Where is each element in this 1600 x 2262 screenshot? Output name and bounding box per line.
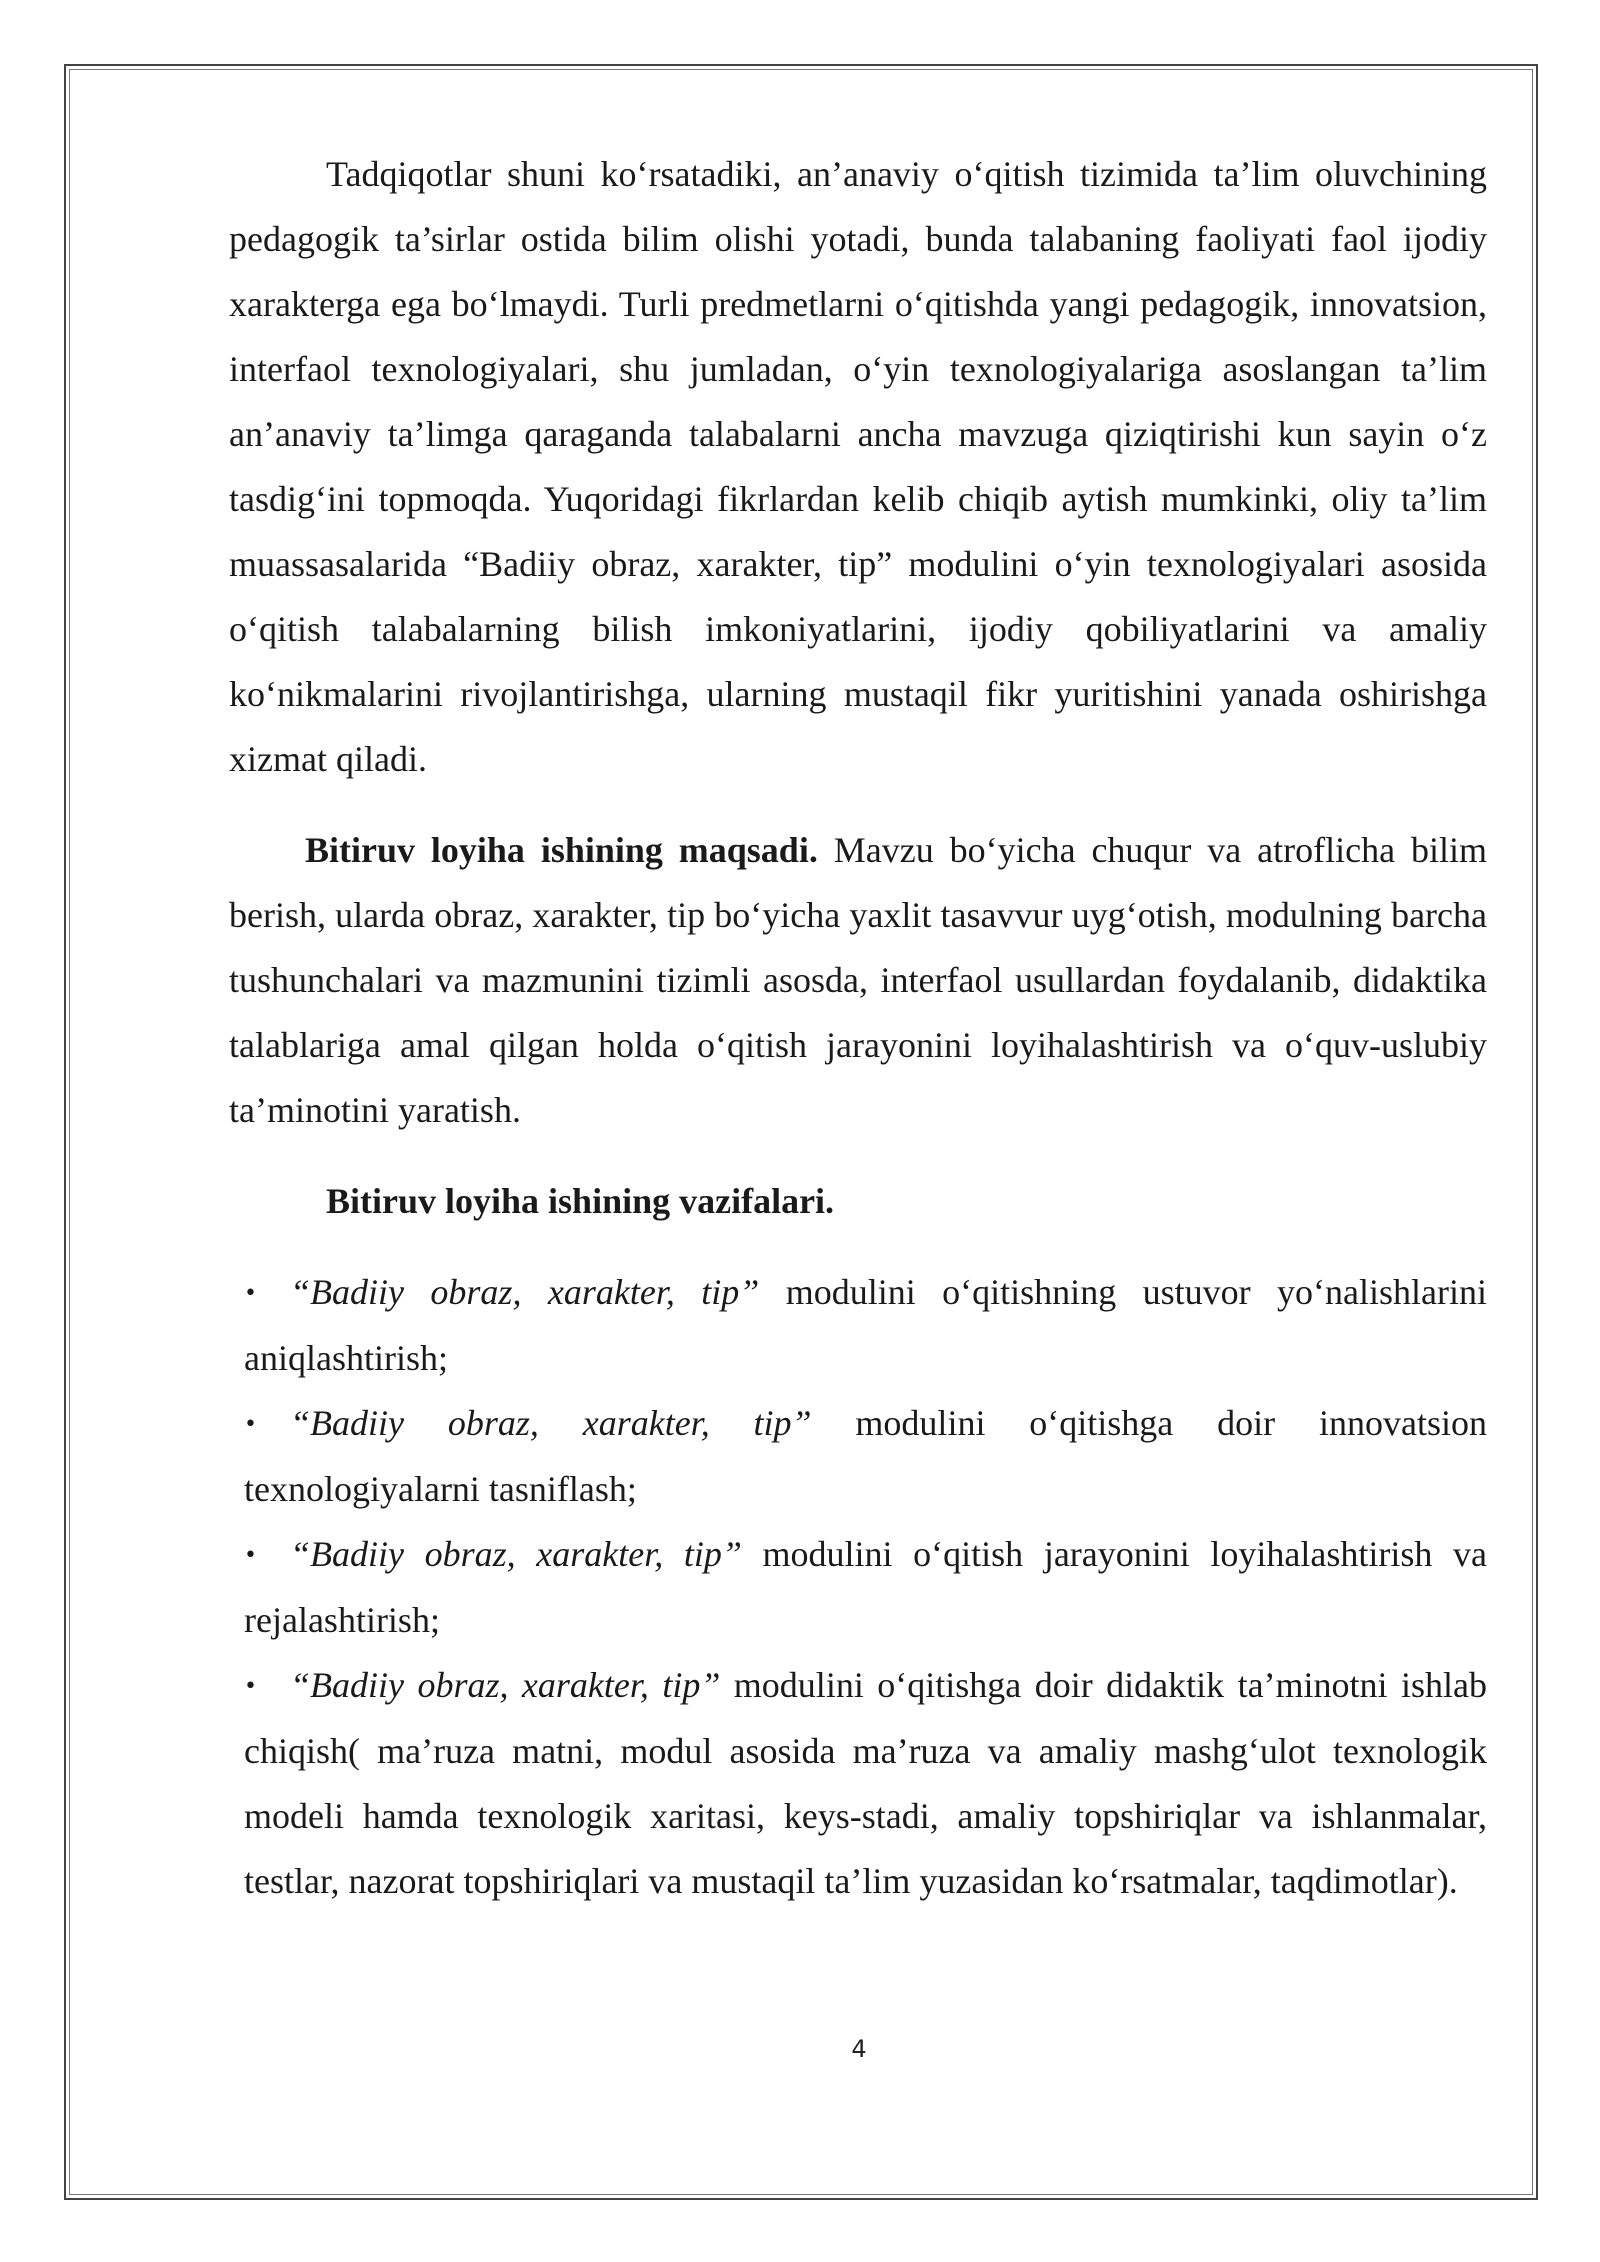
list-item xyxy=(244,1391,1487,1522)
bullet-icon: • xyxy=(244,1281,257,1306)
task-text: modulini o‘qitishga doir didaktik ta’minotni ishlab chiqish( ma’ruza matni, modul asosida ma’ruza va amaliy mashg‘ulot texnologik modeli hamda texnologik xaritasi, keys-stadi, amaliy topshiriqlar va ishlanmalar, testlar, nazorat topshiriqlari va mustaqil ta’lim yuzasidan ko‘rsatmalar, taqdimotlar). xyxy=(244,1665,1487,1901)
goal-text: Mavzu bo‘yicha chuqur va atroflicha bilim berish, ularda obraz, xarakter, tip bo‘yicha yaxlit tasavvur uyg‘otish, modulning barcha tushunchalari va mazmunini tizimli asosda, interfaol usullardan foydalanib, didaktika talablariga amal qilgan holda o‘qitish jarayonini loyihalashtirish va o‘quv-uslubiy ta’minotini yaratish. xyxy=(229,830,1487,1130)
bullet-icon: • xyxy=(244,1543,257,1568)
bullet-icon: • xyxy=(244,1674,257,1699)
tasks-heading: Bitiruv loyiha ishining vazifalari. xyxy=(326,1181,835,1221)
page-number: 4 xyxy=(851,2035,867,2063)
goal-heading: Bitiruv loyiha ishining maqsadi. xyxy=(305,830,818,870)
list-item xyxy=(244,1653,1487,1914)
list-item xyxy=(244,1522,1487,1653)
task-text: modulini o‘qitishga doir innovatsion texnologiyalarni tasniflash; xyxy=(244,1403,1487,1509)
page-content xyxy=(229,142,1487,1914)
tasks-list xyxy=(229,1260,1487,1914)
module-title: “Badiiy obraz, xarakter, tip” xyxy=(290,1403,812,1443)
module-title: “Badiiy obraz, xarakter, tip” xyxy=(290,1272,760,1312)
task-text: modulini o‘qitishning ustuvor yo‘nalishlarini aniqlashtirish; xyxy=(244,1272,1488,1378)
bullet-icon: • xyxy=(244,1412,257,1437)
intro-paragraph: Tadqiqotlar shuni ko‘rsatadiki, an’anaviy o‘qitish tizimida ta’lim oluvchining pedagogik ta’sirlar ostida bilim olishi yotadi, bunda talabaning faoliyati faol ijodiy xarakterga ega bo‘lmaydi. Turli predmetlarni o‘qitishda yangi pedagogik, innovatsion, interfaol texnologiyalari, shu jumladan, o‘yin texnologiyalariga asoslangan ta’lim an’anaviy ta’limga qaraganda talabalarni ancha mavzuga qiziqtirishi kun sayin o‘z tasdig‘ini topmoqda. Yuqoridagi fikrlardan kelib chiqib aytish mumkinki, oliy ta’lim muassasalarida “Badiiy obraz, xarakter, tip” modulini o‘yin texnologiyalari asosida o‘qitish talabalarning bilish imkoniyatlarini, ijodiy qobiliyatlarini va amaliy ko‘nikmalarini rivojlantirishga, ularning mustaqil fikr yuritishini yanada oshirishga xizmat qiladi. xyxy=(229,154,1487,779)
goal-paragraph xyxy=(229,818,1487,1143)
task-text: modulini o‘qitish jarayonini loyihalashtirish va rejalashtirish; xyxy=(244,1534,1487,1640)
module-title: “Badiiy obraz, xarakter, tip” xyxy=(290,1665,721,1705)
module-title: “Badiiy obraz, xarakter, tip” xyxy=(290,1534,742,1574)
list-item xyxy=(244,1260,1487,1391)
